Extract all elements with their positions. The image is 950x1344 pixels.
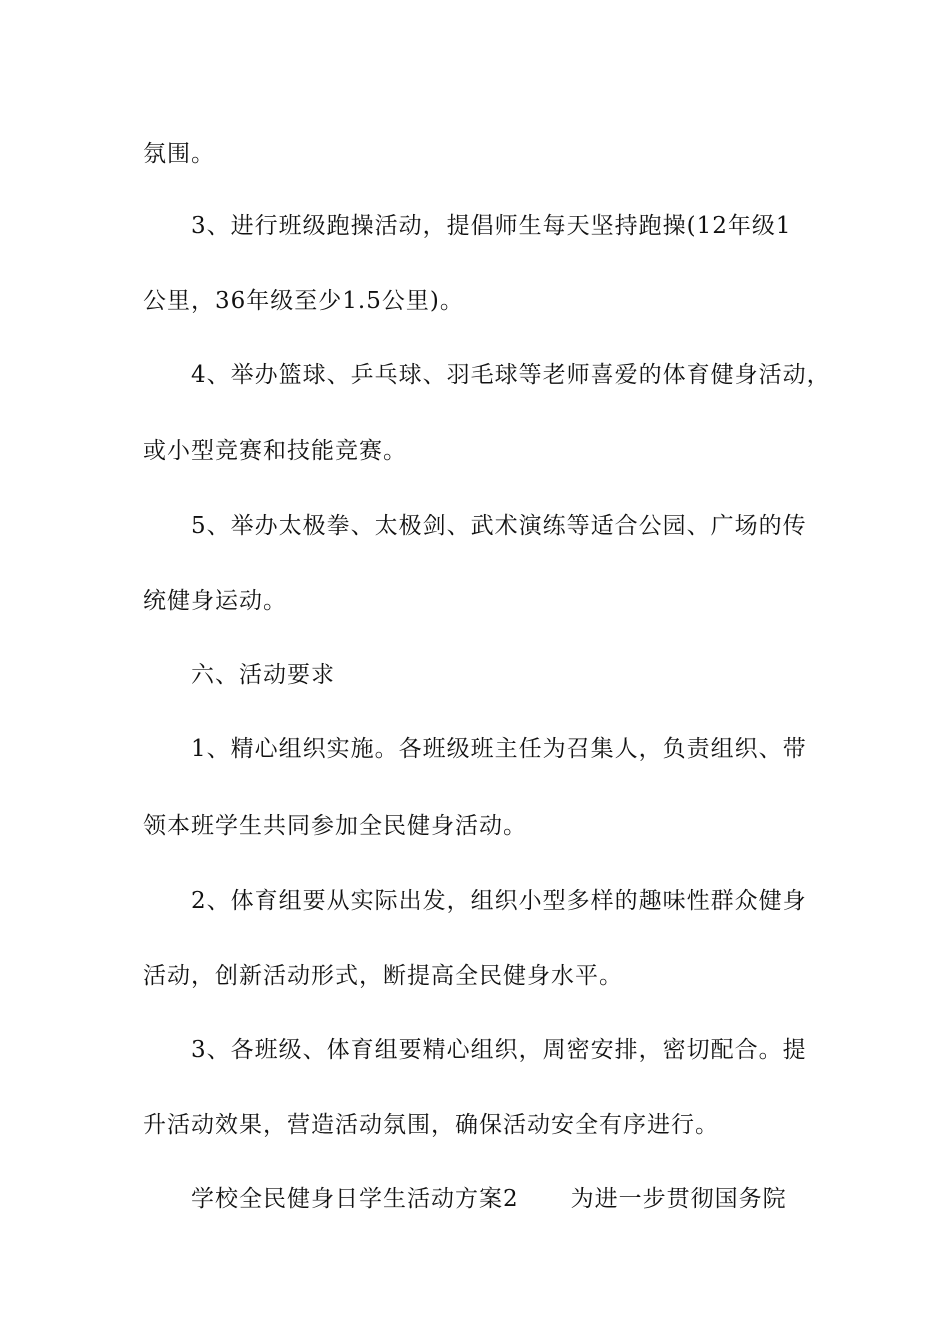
paragraph-line: 4、举办篮球、乒乓球、羽毛球等老师喜爱的体育健身活动，: [191, 362, 831, 388]
paragraph-line: 公里，36年级至少1.5公里)。: [143, 288, 464, 314]
paragraph-line: 升活动效果，营造活动氛围，确保活动安全有序进行。: [143, 1112, 719, 1138]
paragraph-line: 3、各班级、体育组要精心组织，周密安排，密切配合。提: [191, 1037, 807, 1063]
document-title-line: [191, 1184, 871, 1214]
paragraph-continuation: 为进一步贯彻国务院: [570, 1186, 787, 1212]
paragraph-line: 3、进行班级跑操活动，提倡师生每天坚持跑操(12年级1: [191, 213, 792, 239]
document-title: 学校全民健身日学生活动方案2: [191, 1186, 519, 1212]
paragraph-line: 活动，创新活动形式，断提高全民健身水平。: [143, 963, 623, 989]
paragraph-line: 统健身运动。: [143, 588, 287, 614]
section-heading: 六、活动要求: [191, 662, 335, 688]
paragraph-line: 2、体育组要从实际出发，组织小型多样的趣味性群众健身: [191, 888, 807, 914]
paragraph-line: 领本班学生共同参加全民健身活动。: [143, 813, 527, 839]
paragraph-line: 5、举办太极拳、太极剑、武术演练等适合公园、广场的传: [191, 513, 807, 539]
paragraph-line: 或小型竞赛和技能竞赛。: [143, 438, 407, 464]
paragraph-line: 氛围。: [143, 141, 215, 167]
paragraph-line: 1、精心组织实施。各班级班主任为召集人，负责组织、带: [191, 736, 807, 762]
